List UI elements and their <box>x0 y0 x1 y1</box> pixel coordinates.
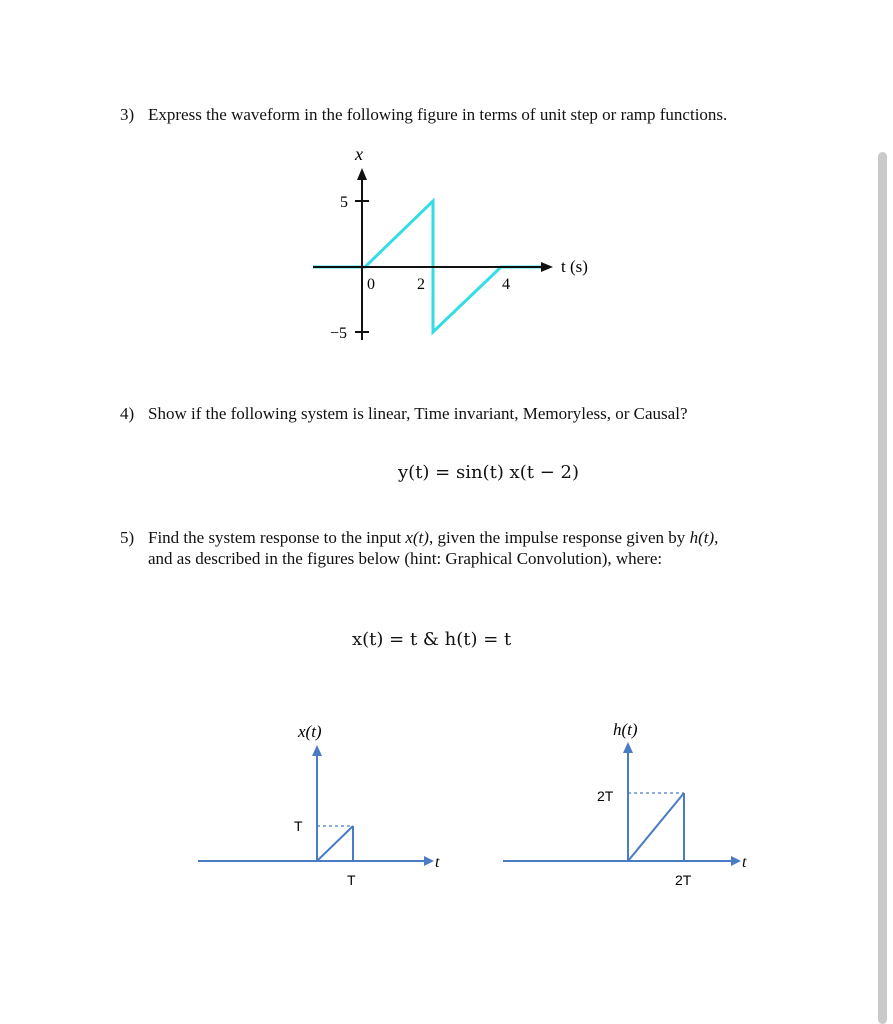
ht-ramp <box>628 793 684 861</box>
ht-axis-label: t <box>742 854 747 871</box>
text-segment: , <box>714 528 719 547</box>
math-ht: h(t) <box>689 528 715 547</box>
xt-axis-label: t <box>435 854 440 871</box>
text-segment: Find the system response to the input <box>148 528 406 547</box>
question-text: Express the waveform in the following figure in terms of unit step or ramp functions. <box>148 105 728 124</box>
text-segment: , given the impulse response given by <box>428 528 690 547</box>
ht-figure <box>495 715 765 895</box>
question-number: 5) <box>120 528 135 547</box>
question-5-line-2: and as described in the figures below (hint: Graphical Convolution), where: <box>148 549 663 568</box>
question-text-line-1 <box>148 527 718 548</box>
tick-label-t4: 4 <box>502 276 510 293</box>
scrollbar-thumb[interactable] <box>878 152 887 1024</box>
xt-title: x(t) <box>298 722 322 741</box>
waveform-figure <box>305 140 605 350</box>
question-number: 3) <box>120 105 135 124</box>
tick-label-t2: 2 <box>417 276 425 293</box>
tick-label-y-neg: −5 <box>330 325 348 342</box>
xt-vertical-arrow <box>312 745 322 756</box>
ht-horizontal-arrow <box>731 856 741 866</box>
question-text: Show if the following system is linear, Time invariant, Memoryless, or Causal? <box>148 404 688 423</box>
xt-horizontal-arrow <box>424 856 434 866</box>
ht-vertical-arrow <box>623 742 633 753</box>
ht-title: h(t) <box>613 720 638 739</box>
ht-x-tick-label: 2T <box>675 872 692 888</box>
x-axis-label: t (s) <box>561 257 588 276</box>
t-axis-arrow <box>541 262 553 272</box>
xt-x-tick-label: T <box>347 872 356 888</box>
equation-system: y(t) = sin(t) x(t − 2) <box>398 462 579 483</box>
ht-y-tick-label: 2T <box>597 788 614 804</box>
tick-label-y-pos: 5 <box>340 194 348 211</box>
x-axis-arrow <box>357 168 367 180</box>
xt-y-tick-label: T <box>294 818 303 834</box>
math-xt: x(t) <box>405 528 429 547</box>
tick-label-t0: 0 <box>367 276 375 293</box>
equation-signals: x(t) = t & h(t) = t <box>352 629 512 650</box>
xt-ramp <box>317 826 353 861</box>
question-number: 4) <box>120 404 135 423</box>
y-axis-label: x <box>355 144 363 164</box>
xt-figure <box>190 715 450 895</box>
